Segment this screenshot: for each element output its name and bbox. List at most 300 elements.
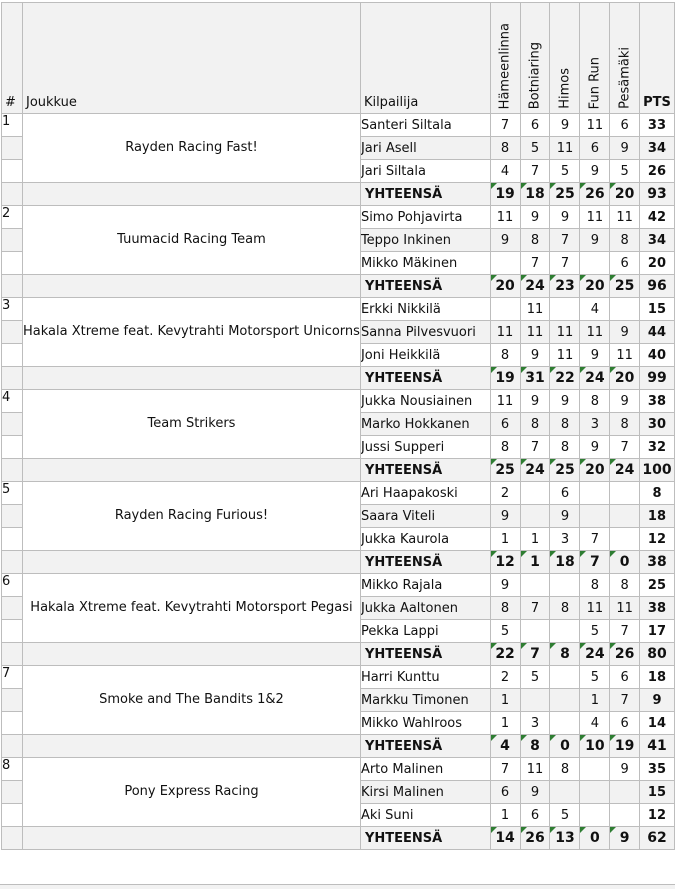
- total-score-cell[interactable]: 9: [610, 827, 640, 850]
- driver-points[interactable]: 33: [639, 114, 674, 137]
- total-score-cell[interactable]: 0: [610, 551, 640, 574]
- driver-points[interactable]: 26: [639, 160, 674, 183]
- score-cell[interactable]: 4: [580, 298, 610, 321]
- total-label[interactable]: YHTEENSÄ: [360, 735, 490, 758]
- rank-cell[interactable]: [2, 804, 23, 827]
- total-label[interactable]: YHTEENSÄ: [360, 459, 490, 482]
- score-cell[interactable]: 11: [550, 137, 580, 160]
- rank-cell[interactable]: [2, 781, 23, 804]
- total-score-cell[interactable]: 25: [490, 459, 520, 482]
- driver-points[interactable]: 15: [639, 298, 674, 321]
- rank-cell[interactable]: [2, 827, 23, 850]
- total-score-cell[interactable]: 4: [490, 735, 520, 758]
- total-label[interactable]: YHTEENSÄ: [360, 827, 490, 850]
- score-cell[interactable]: 1: [490, 712, 520, 735]
- score-cell[interactable]: 7: [610, 620, 640, 643]
- driver-points[interactable]: 15: [639, 781, 674, 804]
- score-cell[interactable]: 8: [490, 137, 520, 160]
- total-score-cell[interactable]: 20: [580, 275, 610, 298]
- score-cell[interactable]: 2: [490, 666, 520, 689]
- score-cell[interactable]: 11: [490, 321, 520, 344]
- score-cell[interactable]: 9: [610, 390, 640, 413]
- total-score-cell[interactable]: 19: [490, 367, 520, 390]
- driver-points[interactable]: 18: [639, 666, 674, 689]
- score-cell[interactable]: 1: [580, 689, 610, 712]
- team-total-points[interactable]: 96: [639, 275, 674, 298]
- score-cell[interactable]: 11: [610, 344, 640, 367]
- total-score-cell[interactable]: 25: [610, 275, 640, 298]
- total-score-cell[interactable]: 24: [520, 459, 550, 482]
- team-cell[interactable]: [22, 367, 360, 390]
- driver-name[interactable]: Harri Kunttu: [360, 666, 490, 689]
- rank-cell[interactable]: [2, 229, 23, 252]
- score-cell[interactable]: 9: [580, 160, 610, 183]
- driver-points[interactable]: 38: [639, 597, 674, 620]
- rank-cell[interactable]: [2, 735, 23, 758]
- track-header-pesamaki[interactable]: Pesämäki: [610, 3, 640, 114]
- score-cell[interactable]: 9: [520, 781, 550, 804]
- score-cell[interactable]: 8: [490, 597, 520, 620]
- total-score-cell[interactable]: 18: [520, 183, 550, 206]
- score-cell[interactable]: 7: [520, 436, 550, 459]
- driver-name[interactable]: Mikko Mäkinen: [360, 252, 490, 275]
- driver-name[interactable]: Saara Viteli: [360, 505, 490, 528]
- driver-name[interactable]: Jussi Supperi: [360, 436, 490, 459]
- standings-body: [2, 114, 675, 850]
- driver-row: [2, 482, 675, 505]
- score-cell[interactable]: 1: [490, 528, 520, 551]
- driver-name[interactable]: Jari Asell: [360, 137, 490, 160]
- total-score-cell[interactable]: 7: [580, 551, 610, 574]
- score-cell[interactable]: 11: [550, 344, 580, 367]
- total-score-cell[interactable]: 0: [550, 735, 580, 758]
- team-rank[interactable]: 6: [2, 574, 23, 597]
- score-cell[interactable]: 4: [580, 712, 610, 735]
- driver-points[interactable]: 20: [639, 252, 674, 275]
- score-cell[interactable]: [580, 758, 610, 781]
- score-cell[interactable]: 11: [610, 597, 640, 620]
- driver-points[interactable]: 17: [639, 620, 674, 643]
- rank-cell[interactable]: [2, 252, 23, 275]
- score-cell[interactable]: 1: [490, 804, 520, 827]
- team-header[interactable]: Joukkue: [22, 3, 360, 114]
- team-total-row: [2, 827, 675, 850]
- total-score-cell[interactable]: 0: [580, 827, 610, 850]
- score-cell[interactable]: 9: [490, 574, 520, 597]
- total-score-cell[interactable]: 7: [520, 643, 550, 666]
- team-rank[interactable]: 3: [2, 298, 23, 321]
- driver-points[interactable]: 12: [639, 528, 674, 551]
- driver-name[interactable]: Simo Pohjavirta: [360, 206, 490, 229]
- score-cell[interactable]: 4: [490, 160, 520, 183]
- score-cell[interactable]: 6: [550, 482, 580, 505]
- score-cell[interactable]: 8: [610, 574, 640, 597]
- team-rank[interactable]: 2: [2, 206, 23, 229]
- score-cell[interactable]: 11: [490, 390, 520, 413]
- score-cell[interactable]: 5: [520, 137, 550, 160]
- score-cell[interactable]: [550, 620, 580, 643]
- score-cell[interactable]: 7: [580, 528, 610, 551]
- driver-name[interactable]: Sanna Pilvesvuori: [360, 321, 490, 344]
- team-total-row: [2, 367, 675, 390]
- score-cell[interactable]: [610, 781, 640, 804]
- driver-name[interactable]: Erkki Nikkilä: [360, 298, 490, 321]
- score-cell[interactable]: 9: [550, 390, 580, 413]
- driver-points[interactable]: 44: [639, 321, 674, 344]
- score-cell[interactable]: 7: [520, 597, 550, 620]
- score-cell[interactable]: [520, 620, 550, 643]
- score-cell[interactable]: 9: [520, 390, 550, 413]
- score-cell[interactable]: 6: [610, 666, 640, 689]
- score-cell[interactable]: [610, 505, 640, 528]
- team-total-row: [2, 735, 675, 758]
- total-score-cell[interactable]: 25: [550, 183, 580, 206]
- rank-cell[interactable]: [2, 436, 23, 459]
- score-cell[interactable]: 7: [550, 252, 580, 275]
- score-cell[interactable]: [610, 298, 640, 321]
- score-cell[interactable]: 9: [550, 114, 580, 137]
- rank-cell[interactable]: [2, 137, 23, 160]
- score-cell[interactable]: 8: [550, 413, 580, 436]
- score-cell[interactable]: [550, 574, 580, 597]
- driver-points[interactable]: 42: [639, 206, 674, 229]
- total-score-cell[interactable]: 20: [610, 367, 640, 390]
- team-name[interactable]: Tuumacid Racing Team: [22, 206, 360, 275]
- team-rank[interactable]: 8: [2, 758, 23, 781]
- score-cell[interactable]: [550, 781, 580, 804]
- score-cell[interactable]: 8: [550, 436, 580, 459]
- rank-cell[interactable]: [2, 275, 23, 298]
- team-rank[interactable]: 1: [2, 114, 23, 137]
- driver-points[interactable]: 18: [639, 505, 674, 528]
- rank-cell[interactable]: [2, 620, 23, 643]
- score-cell[interactable]: 6: [610, 252, 640, 275]
- team-cell[interactable]: [22, 275, 360, 298]
- total-score-cell[interactable]: 10: [580, 735, 610, 758]
- total-score-cell[interactable]: 19: [610, 735, 640, 758]
- score-cell[interactable]: 7: [490, 114, 520, 137]
- driver-points[interactable]: 9: [639, 689, 674, 712]
- score-cell[interactable]: 11: [580, 114, 610, 137]
- driver-points[interactable]: 30: [639, 413, 674, 436]
- score-cell[interactable]: 11: [610, 206, 640, 229]
- team-cell[interactable]: [22, 643, 360, 666]
- driver-points[interactable]: 34: [639, 229, 674, 252]
- total-score-cell[interactable]: 26: [610, 643, 640, 666]
- driver-name[interactable]: Markku Timonen: [360, 689, 490, 712]
- track-header-fun-run[interactable]: Fun Run: [580, 3, 610, 114]
- total-score-cell[interactable]: 12: [490, 551, 520, 574]
- score-cell[interactable]: 6: [520, 804, 550, 827]
- total-score-cell[interactable]: 19: [490, 183, 520, 206]
- total-score-cell[interactable]: 18: [550, 551, 580, 574]
- rank-cell[interactable]: [2, 505, 23, 528]
- rank-cell[interactable]: [2, 551, 23, 574]
- score-cell[interactable]: 7: [520, 252, 550, 275]
- driver-name[interactable]: Jukka Nousiainen: [360, 390, 490, 413]
- total-score-cell[interactable]: 23: [550, 275, 580, 298]
- rank-cell[interactable]: [2, 689, 23, 712]
- score-cell[interactable]: 8: [520, 229, 550, 252]
- total-score-cell[interactable]: 20: [610, 183, 640, 206]
- driver-header[interactable]: Kilpailija: [360, 3, 490, 114]
- total-label[interactable]: YHTEENSÄ: [360, 551, 490, 574]
- driver-row: [2, 298, 675, 321]
- driver-name[interactable]: Mikko Rajala: [360, 574, 490, 597]
- score-cell[interactable]: 7: [550, 229, 580, 252]
- team-name[interactable]: Rayden Racing Furious!: [22, 482, 360, 551]
- total-score-cell[interactable]: 1: [520, 551, 550, 574]
- driver-points[interactable]: 38: [639, 390, 674, 413]
- driver-name[interactable]: Joni Heikkilä: [360, 344, 490, 367]
- score-cell[interactable]: [610, 482, 640, 505]
- driver-row: [2, 206, 675, 229]
- score-cell[interactable]: 6: [490, 413, 520, 436]
- score-cell[interactable]: 9: [490, 505, 520, 528]
- score-cell[interactable]: 6: [520, 114, 550, 137]
- team-total-points[interactable]: 93: [639, 183, 674, 206]
- score-cell[interactable]: [520, 574, 550, 597]
- score-cell[interactable]: 2: [490, 482, 520, 505]
- score-cell[interactable]: 7: [490, 758, 520, 781]
- score-cell[interactable]: [580, 804, 610, 827]
- team-total-points[interactable]: 80: [639, 643, 674, 666]
- rank-cell[interactable]: [2, 643, 23, 666]
- driver-name[interactable]: Ari Haapakoski: [360, 482, 490, 505]
- total-score-cell[interactable]: 25: [550, 459, 580, 482]
- score-cell[interactable]: 5: [610, 160, 640, 183]
- rank-cell[interactable]: [2, 597, 23, 620]
- team-name[interactable]: Hakala Xtreme feat. Kevytrahti Motorsport Pegasi: [22, 574, 360, 643]
- total-score-cell[interactable]: 20: [580, 459, 610, 482]
- score-cell[interactable]: 11: [490, 206, 520, 229]
- team-total-row: [2, 459, 675, 482]
- score-cell[interactable]: 11: [580, 597, 610, 620]
- team-cell[interactable]: [22, 827, 360, 850]
- score-cell[interactable]: 9: [520, 206, 550, 229]
- team-name[interactable]: Smoke and The Bandits 1&2: [22, 666, 360, 735]
- driver-row: [2, 758, 675, 781]
- team-rank[interactable]: 5: [2, 482, 23, 505]
- rank-cell[interactable]: [2, 712, 23, 735]
- score-cell[interactable]: 3: [550, 528, 580, 551]
- score-cell[interactable]: [550, 689, 580, 712]
- score-cell[interactable]: [610, 528, 640, 551]
- rank-cell[interactable]: [2, 459, 23, 482]
- score-cell[interactable]: 11: [520, 298, 550, 321]
- score-cell[interactable]: 8: [580, 574, 610, 597]
- score-cell[interactable]: 5: [580, 620, 610, 643]
- score-cell[interactable]: 11: [550, 321, 580, 344]
- score-cell[interactable]: 6: [580, 137, 610, 160]
- rank-cell[interactable]: [2, 160, 23, 183]
- team-total-row: [2, 643, 675, 666]
- score-cell[interactable]: 7: [520, 160, 550, 183]
- total-score-cell[interactable]: 8: [550, 643, 580, 666]
- team-cell[interactable]: [22, 735, 360, 758]
- total-score-cell[interactable]: 8: [520, 735, 550, 758]
- score-cell[interactable]: 7: [610, 436, 640, 459]
- standings-table: [1, 2, 675, 850]
- driver-points[interactable]: 8: [639, 482, 674, 505]
- score-cell[interactable]: [520, 482, 550, 505]
- total-score-cell[interactable]: 22: [550, 367, 580, 390]
- score-cell[interactable]: [610, 804, 640, 827]
- team-total-row: [2, 275, 675, 298]
- score-cell[interactable]: 5: [490, 620, 520, 643]
- score-cell[interactable]: 9: [580, 344, 610, 367]
- score-cell[interactable]: [550, 666, 580, 689]
- header-row: [2, 3, 675, 114]
- team-total-row: [2, 183, 675, 206]
- rank-cell[interactable]: [2, 528, 23, 551]
- score-cell[interactable]: 11: [520, 758, 550, 781]
- driver-points[interactable]: 12: [639, 804, 674, 827]
- score-cell[interactable]: 9: [550, 206, 580, 229]
- rank-cell[interactable]: [2, 367, 23, 390]
- track-header-botniaring[interactable]: Botniaring: [520, 3, 550, 114]
- team-total-points[interactable]: 41: [639, 735, 674, 758]
- track-header-himos[interactable]: Himos: [550, 3, 580, 114]
- total-score-cell[interactable]: 24: [520, 275, 550, 298]
- score-cell[interactable]: 8: [550, 758, 580, 781]
- score-cell[interactable]: 9: [520, 344, 550, 367]
- score-cell[interactable]: 9: [610, 321, 640, 344]
- driver-row: [2, 390, 675, 413]
- rank-cell[interactable]: [2, 321, 23, 344]
- driver-name[interactable]: Jukka Kaurola: [360, 528, 490, 551]
- driver-name[interactable]: Pekka Lappi: [360, 620, 490, 643]
- score-cell[interactable]: 9: [550, 505, 580, 528]
- score-cell[interactable]: 8: [520, 413, 550, 436]
- rank-cell[interactable]: [2, 183, 23, 206]
- rank-header[interactable]: #: [2, 3, 23, 114]
- team-rank[interactable]: 4: [2, 390, 23, 413]
- driver-points[interactable]: 25: [639, 574, 674, 597]
- score-cell[interactable]: 9: [580, 436, 610, 459]
- driver-points[interactable]: 14: [639, 712, 674, 735]
- team-total-points[interactable]: 38: [639, 551, 674, 574]
- team-name[interactable]: Pony Express Racing: [22, 758, 360, 827]
- team-name[interactable]: Rayden Racing Fast!: [22, 114, 360, 183]
- total-score-cell[interactable]: 22: [490, 643, 520, 666]
- score-cell[interactable]: 8: [610, 229, 640, 252]
- total-score-cell[interactable]: 26: [520, 827, 550, 850]
- score-cell[interactable]: 5: [580, 666, 610, 689]
- score-cell[interactable]: 6: [490, 781, 520, 804]
- total-score-cell[interactable]: 24: [580, 367, 610, 390]
- score-cell[interactable]: 9: [610, 137, 640, 160]
- score-cell[interactable]: 11: [520, 321, 550, 344]
- score-cell[interactable]: 1: [520, 528, 550, 551]
- score-cell[interactable]: 5: [520, 666, 550, 689]
- score-cell[interactable]: [580, 482, 610, 505]
- team-cell[interactable]: [22, 459, 360, 482]
- score-cell[interactable]: [580, 505, 610, 528]
- driver-name[interactable]: Jukka Aaltonen: [360, 597, 490, 620]
- team-cell[interactable]: [22, 183, 360, 206]
- driver-points[interactable]: 34: [639, 137, 674, 160]
- driver-points[interactable]: 40: [639, 344, 674, 367]
- score-cell[interactable]: 9: [580, 229, 610, 252]
- score-cell[interactable]: 9: [490, 229, 520, 252]
- driver-points[interactable]: 35: [639, 758, 674, 781]
- team-name[interactable]: Team Strikers: [22, 390, 360, 459]
- score-cell[interactable]: 3: [580, 413, 610, 436]
- total-score-cell[interactable]: 20: [490, 275, 520, 298]
- total-score-cell[interactable]: 14: [490, 827, 520, 850]
- team-total-points[interactable]: 62: [639, 827, 674, 850]
- score-cell[interactable]: 11: [580, 206, 610, 229]
- points-header[interactable]: PTS: [639, 3, 674, 114]
- next-row-edge: [0, 884, 675, 889]
- total-label[interactable]: YHTEENSÄ: [360, 275, 490, 298]
- total-label[interactable]: YHTEENSÄ: [360, 643, 490, 666]
- score-cell[interactable]: [580, 252, 610, 275]
- team-cell[interactable]: [22, 551, 360, 574]
- score-cell[interactable]: 11: [580, 321, 610, 344]
- total-score-cell[interactable]: 31: [520, 367, 550, 390]
- score-cell[interactable]: [520, 505, 550, 528]
- driver-row: [2, 666, 675, 689]
- rank-cell[interactable]: [2, 344, 23, 367]
- score-cell[interactable]: [490, 298, 520, 321]
- driver-name[interactable]: Santeri Siltala: [360, 114, 490, 137]
- score-cell[interactable]: 8: [490, 344, 520, 367]
- score-cell[interactable]: 5: [550, 160, 580, 183]
- driver-name[interactable]: Arto Malinen: [360, 758, 490, 781]
- rank-cell[interactable]: [2, 413, 23, 436]
- score-cell[interactable]: [550, 298, 580, 321]
- total-score-cell[interactable]: 24: [610, 459, 640, 482]
- team-total-points[interactable]: 99: [639, 367, 674, 390]
- driver-name[interactable]: Jari Siltala: [360, 160, 490, 183]
- driver-name[interactable]: Mikko Wahlroos: [360, 712, 490, 735]
- score-cell[interactable]: [520, 689, 550, 712]
- score-cell[interactable]: 6: [610, 114, 640, 137]
- team-total-points[interactable]: 100: [639, 459, 674, 482]
- score-cell[interactable]: [490, 252, 520, 275]
- score-cell[interactable]: 3: [520, 712, 550, 735]
- score-cell[interactable]: 1: [490, 689, 520, 712]
- score-cell[interactable]: 8: [580, 390, 610, 413]
- score-cell[interactable]: [580, 781, 610, 804]
- team-name[interactable]: Hakala Xtreme feat. Kevytrahti Motorsport Unicorns: [22, 298, 360, 367]
- score-cell[interactable]: 7: [610, 689, 640, 712]
- total-score-cell[interactable]: 24: [580, 643, 610, 666]
- total-label[interactable]: YHTEENSÄ: [360, 183, 490, 206]
- driver-row: [2, 574, 675, 597]
- total-score-cell[interactable]: 13: [550, 827, 580, 850]
- total-score-cell[interactable]: 26: [580, 183, 610, 206]
- driver-name[interactable]: Kirsi Malinen: [360, 781, 490, 804]
- score-cell[interactable]: 8: [490, 436, 520, 459]
- driver-points[interactable]: 32: [639, 436, 674, 459]
- score-cell[interactable]: 5: [550, 804, 580, 827]
- score-cell[interactable]: 8: [550, 597, 580, 620]
- score-cell[interactable]: 9: [610, 758, 640, 781]
- track-header-hameenlinna[interactable]: Hämeenlinna: [490, 3, 520, 114]
- driver-row: [2, 114, 675, 137]
- score-cell[interactable]: [550, 712, 580, 735]
- driver-name[interactable]: Teppo Inkinen: [360, 229, 490, 252]
- driver-name[interactable]: Marko Hokkanen: [360, 413, 490, 436]
- team-rank[interactable]: 7: [2, 666, 23, 689]
- score-cell[interactable]: 8: [610, 413, 640, 436]
- driver-name[interactable]: Aki Suni: [360, 804, 490, 827]
- total-label[interactable]: YHTEENSÄ: [360, 367, 490, 390]
- score-cell[interactable]: 6: [610, 712, 640, 735]
